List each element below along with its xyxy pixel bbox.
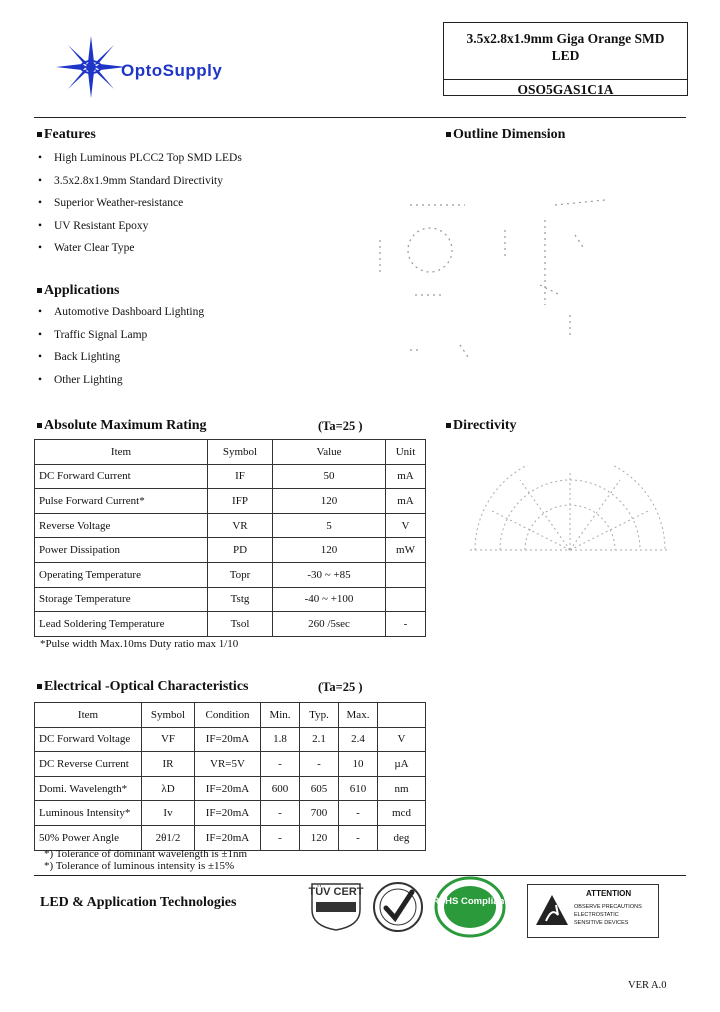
table-cell: IR	[142, 752, 195, 777]
table-cell: Storage Temperature	[35, 587, 208, 612]
applications-heading: Applications	[37, 283, 119, 299]
table-cell: -40 ~ +100	[273, 587, 386, 612]
note-line: *) Tolerance of luminous intensity is ±15%	[44, 860, 235, 872]
table-cell: 120	[273, 489, 386, 514]
electro-optical-notes	[44, 848, 247, 872]
table-header-row	[35, 440, 426, 465]
rohs-badge-text: RoHS Compliant	[432, 896, 508, 907]
list-item: • Traffic Signal Lamp	[38, 328, 148, 341]
table-cell: VR=5V	[195, 752, 261, 777]
table-header-cell: Symbol	[142, 703, 195, 728]
table-row	[35, 513, 426, 538]
rohs-badge	[432, 876, 508, 938]
table-cell: deg	[378, 825, 426, 850]
features-heading: Features	[37, 127, 96, 143]
table-cell: 610	[339, 776, 378, 801]
table-cell: Tstg	[208, 587, 273, 612]
outline-drawing	[365, 185, 625, 380]
table-cell: mW	[386, 538, 426, 563]
directivity-heading: Directivity	[446, 418, 517, 434]
table-cell: 700	[300, 801, 339, 826]
star-logo-icon	[56, 36, 126, 98]
table-cell: mA	[386, 489, 426, 514]
table-cell: Domi. Wavelength*	[35, 776, 142, 801]
list-item: • Other Lighting	[38, 373, 123, 386]
header-rule	[34, 117, 686, 118]
table-cell: -	[339, 825, 378, 850]
table-cell	[386, 562, 426, 587]
attention-label: ATTENTION	[586, 889, 632, 898]
esd-attention-box	[527, 884, 659, 938]
table-cell: 2.1	[300, 727, 339, 752]
list-item: • 3.5x2.8x1.9mm Standard Directivity	[38, 174, 223, 187]
table-cell: DC Forward Voltage	[35, 727, 142, 752]
abs-max-heading: Absolute Maximum Rating	[37, 418, 207, 434]
table-cell: VR	[208, 513, 273, 538]
table-cell: 10	[339, 752, 378, 777]
table-header-cell: Min.	[261, 703, 300, 728]
company-name: LED & Application Technologies	[40, 895, 237, 910]
product-title-line2: LED	[551, 48, 580, 63]
product-title-line1: 3.5x2.8x1.9mm Giga Orange SMD	[466, 31, 665, 46]
table-header-cell: Condition	[195, 703, 261, 728]
table-cell: V	[378, 727, 426, 752]
table-cell: -	[300, 752, 339, 777]
table-header-row	[35, 703, 426, 728]
table-cell: IF=20mA	[195, 727, 261, 752]
directivity-diagram	[460, 465, 680, 580]
table-row	[35, 587, 426, 612]
table-cell: 5	[273, 513, 386, 538]
outline-dimension-drawing-icon	[365, 185, 625, 375]
table-row	[35, 562, 426, 587]
table-header-cell: Item	[35, 440, 208, 465]
electro-optical-heading: Electrical -Optical Characteristics	[37, 679, 248, 695]
table-cell: Iv	[142, 801, 195, 826]
table-cell: λD	[142, 776, 195, 801]
table-header-cell: Typ.	[300, 703, 339, 728]
table-cell: 600	[261, 776, 300, 801]
title-box	[443, 22, 688, 96]
table-cell: IF=20mA	[195, 801, 261, 826]
table-header-cell: Item	[35, 703, 142, 728]
table-row	[35, 801, 426, 826]
table-cell: -	[339, 801, 378, 826]
list-item: • Back Lighting	[38, 351, 121, 363]
table-cell: Pulse Forward Current*	[35, 489, 208, 514]
list-item: • High Luminous PLCC2 Top SMD LEDs	[38, 152, 242, 164]
table-cell: Tsol	[208, 612, 273, 637]
check-badge	[370, 880, 426, 939]
list-item: • Water Clear Type	[38, 242, 135, 254]
table-row	[35, 612, 426, 637]
checkmark-seal-icon	[370, 880, 426, 934]
rohs-compliant-icon	[432, 876, 508, 938]
table-cell: IF=20mA	[195, 776, 261, 801]
table-row	[35, 489, 426, 514]
table-cell: 260 /5sec	[273, 612, 386, 637]
table-cell: Topr	[208, 562, 273, 587]
table-cell: DC Reverse Current	[35, 752, 142, 777]
abs-max-table	[34, 439, 426, 637]
electro-optical-condition: (Ta=25 )	[318, 680, 363, 694]
table-cell: -30 ~ +85	[273, 562, 386, 587]
brand-logo	[56, 36, 126, 103]
table-header-cell	[378, 703, 426, 728]
tuv-badge	[306, 882, 366, 932]
list-item: • Automotive Dashboard Lighting	[38, 306, 205, 318]
table-cell: Reverse Voltage	[35, 513, 208, 538]
table-header-cell: Unit	[386, 440, 426, 465]
table-header-cell: Symbol	[208, 440, 273, 465]
table-row	[35, 752, 426, 777]
table-cell: 2.4	[339, 727, 378, 752]
attention-text: OBSERVE PRECAUTIONS ELECTROSTATIC SENSITIVE DEVICES	[574, 904, 642, 926]
table-row	[35, 464, 426, 489]
table-cell: mA	[386, 464, 426, 489]
table-cell: -	[386, 612, 426, 637]
outline-heading: Outline Dimension	[446, 127, 565, 143]
table-cell: -	[261, 752, 300, 777]
table-cell: 120	[273, 538, 386, 563]
table-cell: DC Forward Current	[35, 464, 208, 489]
part-number: OSO5GAS1C1A	[444, 79, 687, 98]
brand-name: OptoSupply	[121, 61, 223, 80]
table-cell	[386, 587, 426, 612]
table-header-cell: Max.	[339, 703, 378, 728]
table-cell: Lead Soldering Temperature	[35, 612, 208, 637]
esd-warning-icon	[534, 893, 570, 927]
table-cell: Operating Temperature	[35, 562, 208, 587]
version-label: VER A.0	[628, 980, 667, 991]
table-cell: 50	[273, 464, 386, 489]
table-cell: IF	[208, 464, 273, 489]
table-cell: µA	[378, 752, 426, 777]
table-cell: 120	[300, 825, 339, 850]
table-cell: 1.8	[261, 727, 300, 752]
tuv-badge-text: TÜV CERT	[308, 886, 364, 898]
note-line: *) Tolerance of dominant wavelength is ±1nm	[44, 848, 248, 860]
table-row	[35, 538, 426, 563]
table-cell: nm	[378, 776, 426, 801]
table-cell: VF	[142, 727, 195, 752]
electro-optical-table	[34, 702, 426, 851]
table-cell: mcd	[378, 801, 426, 826]
table-cell: V	[386, 513, 426, 538]
table-cell: 605	[300, 776, 339, 801]
table-cell: -	[261, 825, 300, 850]
table-cell: Luminous Intensity*	[35, 801, 142, 826]
features-list	[38, 147, 242, 260]
abs-max-condition: (Ta=25 )	[318, 419, 363, 433]
abs-max-note: *Pulse width Max.10ms Duty ratio max 1/10	[40, 638, 239, 650]
table-cell: 2θ1/2	[142, 825, 195, 850]
list-item: • UV Resistant Epoxy	[38, 219, 149, 232]
list-item: • Superior Weather-resistance	[38, 197, 184, 209]
applications-list	[38, 301, 204, 391]
table-header-cell: Value	[273, 440, 386, 465]
table-cell: 50% Power Angle	[35, 825, 142, 850]
table-cell: Power Dissipation	[35, 538, 208, 563]
table-cell: PD	[208, 538, 273, 563]
table-cell: -	[261, 801, 300, 826]
table-row	[35, 825, 426, 850]
footer-rule	[34, 875, 686, 876]
table-row	[35, 727, 426, 752]
directivity-diagram-icon	[460, 465, 680, 575]
table-cell: IF=20mA	[195, 825, 261, 850]
table-row	[35, 776, 426, 801]
table-cell: IFP	[208, 489, 273, 514]
